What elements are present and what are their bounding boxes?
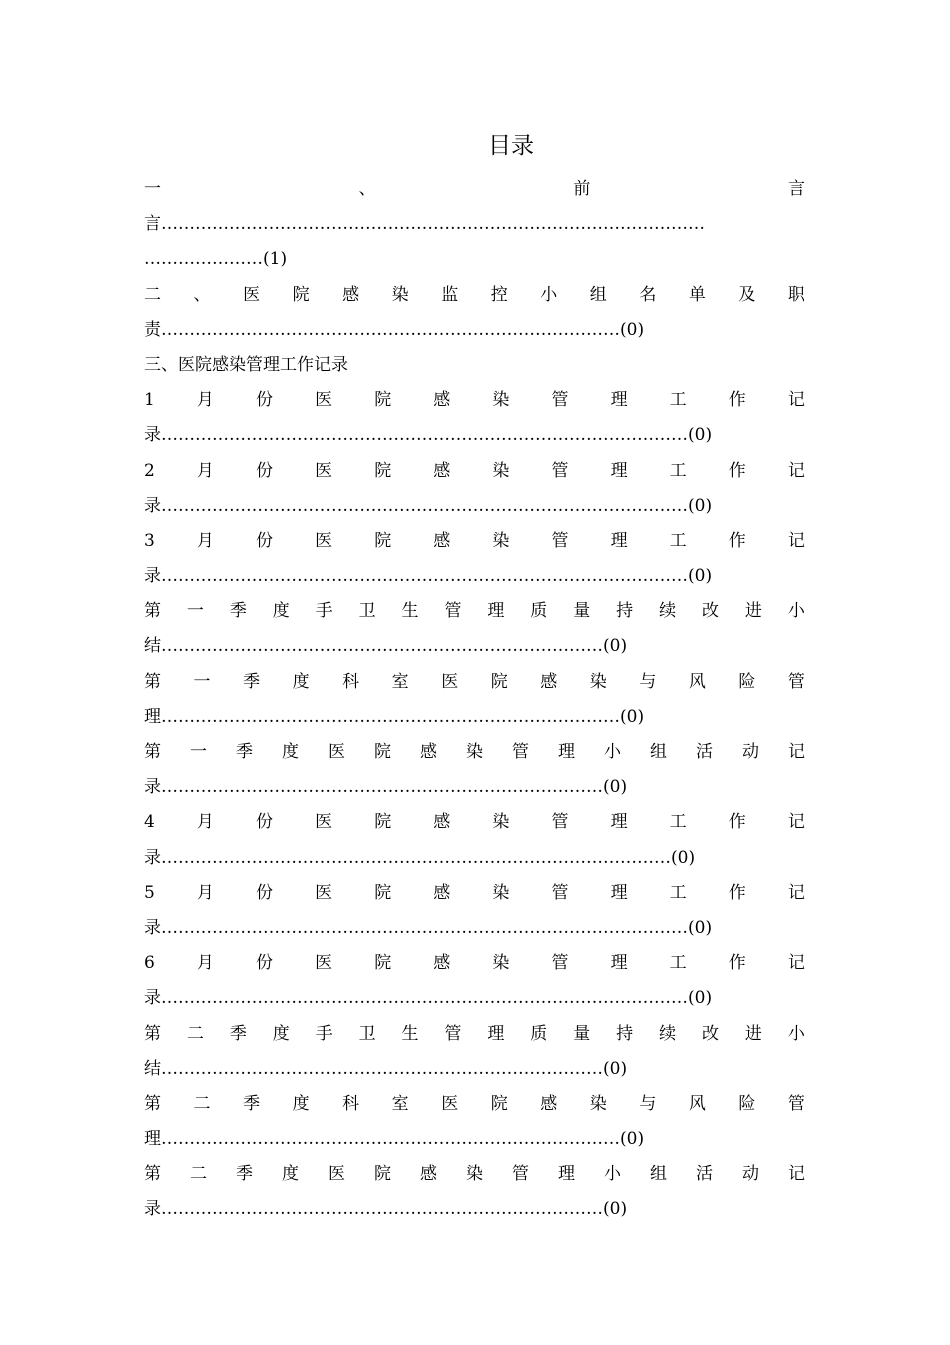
toc-entry-continuation: …………………(1) [144,249,288,270]
toc-entry-continuation: 结……………………………………………………………………(0) [144,1058,628,1079]
toc-entry-line: 第 二 季 度 医 院 感 染 管 理 小 组 活 动 记 [144,1164,805,1185]
toc-entry-continuation: 理………………………………………………………………………(0) [144,706,645,727]
toc-entry-continuation: 理………………………………………………………………………(0) [144,1129,645,1150]
toc-entry-line: 6 月 份 医 院 感 染 管 理 工 作 记 [144,953,805,974]
toc-entry-continuation: 言…………………………………………………………………………………… [144,214,705,235]
toc-entry-line: 4 月 份 医 院 感 染 管 理 工 作 记 [144,812,805,833]
toc-entry-line: 三、医院感染管理工作记录 [144,354,348,375]
toc-entry-line: 二 、 医 院 感 染 监 控 小 组 名 单 及 职 [144,284,805,305]
toc-entry-line: 第 二 季 度 科 室 医 院 感 染 与 风 险 管 [144,1093,805,1114]
toc-list [144,172,805,1228]
toc-entry-line: 第 二 季 度 手 卫 生 管 理 质 量 持 续 改 进 小 [144,1023,805,1044]
toc-entry-continuation: 录……………………………………………………………………(0) [144,777,628,798]
toc-entry-continuation: 录…………………………………………………………………………………(0) [144,425,713,446]
toc-entry-line: 第 一 季 度 医 院 感 染 管 理 小 组 活 动 记 [144,742,805,762]
toc-entry-continuation: 录………………………………………………………………………………(0) [144,847,696,868]
toc-entry-continuation: 录…………………………………………………………………………………(0) [144,566,713,587]
toc-entry-line: 1 月 份 医 院 感 染 管 理 工 作 记 [144,390,805,411]
toc-entry-continuation: 录…………………………………………………………………………………(0) [144,495,713,516]
toc-entry-line: 第 一 季 度 手 卫 生 管 理 质 量 持 续 改 进 小 [144,601,805,622]
toc-entry-line: 第 一 季 度 科 室 医 院 感 染 与 风 险 管 [144,671,805,692]
toc-entry-line: 3 月 份 医 院 感 染 管 理 工 作 记 [144,530,805,551]
toc-entry-continuation: 录…………………………………………………………………………………(0) [144,988,713,1009]
toc-entry-line: 一 、 前 言 [144,179,805,199]
toc-entry-line: 2 月 份 医 院 感 染 管 理 工 作 记 [144,460,805,481]
toc-title: 目录 [488,133,534,159]
toc-entry-continuation: 录……………………………………………………………………(0) [144,1199,628,1220]
toc-entry-continuation: 录…………………………………………………………………………………(0) [144,917,713,938]
toc-entry-line: 5 月 份 医 院 感 染 管 理 工 作 记 [144,882,805,903]
toc-entry-continuation: 责………………………………………………………………………(0) [144,319,645,340]
toc-entry-continuation: 结……………………………………………………………………(0) [144,636,628,657]
